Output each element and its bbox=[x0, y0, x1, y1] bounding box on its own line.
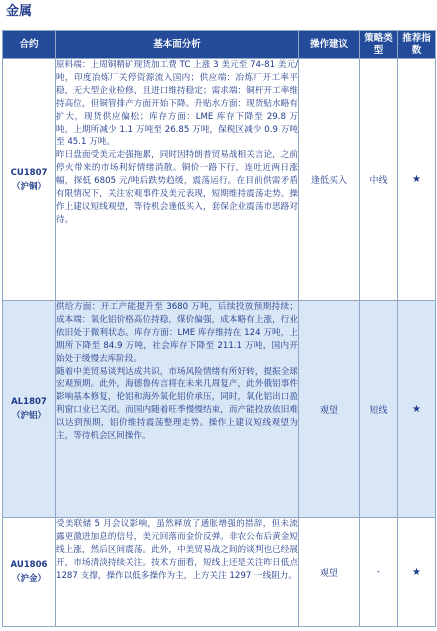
recommend-star-icon: ★ bbox=[398, 518, 436, 627]
contract-code: AU1806 bbox=[10, 560, 48, 570]
analysis-paragraph: 受美联储 5 月会议影响，虽然释放了通胀增强的措辞，但未流露更激进加息的信号，美元回落而金价反弹。非农公布后黄金短线上涨，然后区间震荡。此外，中美贸易战之间的谈判也已经展开，市场清淡持续关注。技术方面看，短线上还是关注昨日低点 1287 支撑，操作以低多操作为主，上方关注 1297 一线阻力。 bbox=[56, 519, 298, 581]
analysis-cell bbox=[56, 518, 299, 627]
table-header-row bbox=[3, 31, 436, 59]
suggestion-cell: 观望 bbox=[299, 518, 360, 627]
contract-name: （沪铜） bbox=[11, 181, 46, 192]
table-row-al1807 bbox=[3, 301, 436, 518]
recommend-star-icon: ★ bbox=[398, 59, 436, 301]
analysis-paragraph: 供给方面：开工产能提升至 3680 万吨，后续投放预期持续；成本端：氧化铝价格高位持稳，煤价偏强，成本略有上涨，行业依旧处于微利状态。库存方面：LME 库存维持在 124 万吨，上期所下降至 84.9 万吨，社会库存下降至 211.1 万吨，国内开始处于缓慢去库阶段。 bbox=[56, 302, 298, 364]
recommend-star-icon: ★ bbox=[398, 301, 436, 518]
contract-cell bbox=[3, 518, 56, 627]
contract-cell bbox=[3, 301, 56, 518]
header-analysis: 基本面分析 bbox=[56, 31, 299, 59]
analysis-paragraph: 原料端：上周铜精矿现货加工费 TC 上涨 3 美元至 74-81 美元/吨，印度冶炼厂关停资源流入国内；供应端：冶炼厂开工率平稳，无大型企业检修，且进口维持稳定；需求端：铜杆开工率维持高位，但铜管排产方面开始下降。升贴水方面：现货贴水略有扩大，现货供应偏松；库存方面：LME 库存下降至 29.8 万吨，上期所减少 1.1 万吨至 26.85 万吨，保税区减少 0.9 万吨至 45.1 万吨。 bbox=[56, 60, 298, 148]
analysis-cell bbox=[56, 301, 299, 518]
suggestion-cell: 观望 bbox=[299, 301, 360, 518]
header-suggestion: 操作建议 bbox=[299, 31, 360, 59]
header-contract: 合约 bbox=[3, 31, 56, 59]
metals-table bbox=[2, 30, 436, 627]
contract-name: （沪铝） bbox=[11, 411, 46, 421]
strategy-cell: - bbox=[360, 518, 398, 627]
header-recommend: 推荐指数 bbox=[398, 31, 436, 59]
analysis-paragraph: 昨日盘面受美元走强拖累，同时因特朗普贸易战相关言论，之前停火带来的市场利好情绪消散。铜价一路下行，连吐近两日涨幅，探低 6805 元/吨后跌势趋缓，震荡运行。在目前供需矛盾有限情况下，关注宏观事件及美元表现，短期维持震荡走势。操作上建议短线观望，等待机会逢低买入，套保企业震荡市思路对待。 bbox=[56, 150, 298, 225]
contract-code: CU1807 bbox=[10, 167, 48, 178]
table-row-cu1807 bbox=[3, 59, 436, 301]
section-title: 金属 bbox=[6, 4, 33, 19]
contract-cell bbox=[3, 59, 56, 301]
strategy-cell: 短线 bbox=[360, 301, 398, 518]
contract-code: AL1807 bbox=[11, 397, 47, 407]
contract-name: （沪金） bbox=[11, 574, 46, 584]
strategy-cell: 中线 bbox=[360, 59, 398, 301]
header-strategy: 策略类型 bbox=[360, 31, 398, 59]
analysis-cell bbox=[56, 59, 299, 301]
table-row-au1806 bbox=[3, 518, 436, 627]
analysis-paragraph: 随着中美贸易谈判达成共识，市场风险情绪有所好转，提振全球宏观预期。此外，海德鲁传言将在未来几周复产，此外俄铝事件影响基本修复，伦铝和海外氧化铝价承压，同时，氧化铝出口盈利窗口业已关闭。而国内随着旺季慢慢结束，而产能投放依旧难以达到预期，铝价维持震荡整理走势。操作上建议短线观望为主，等待机会区间操作。 bbox=[56, 366, 298, 442]
suggestion-cell: 逢低买入 bbox=[299, 59, 360, 301]
